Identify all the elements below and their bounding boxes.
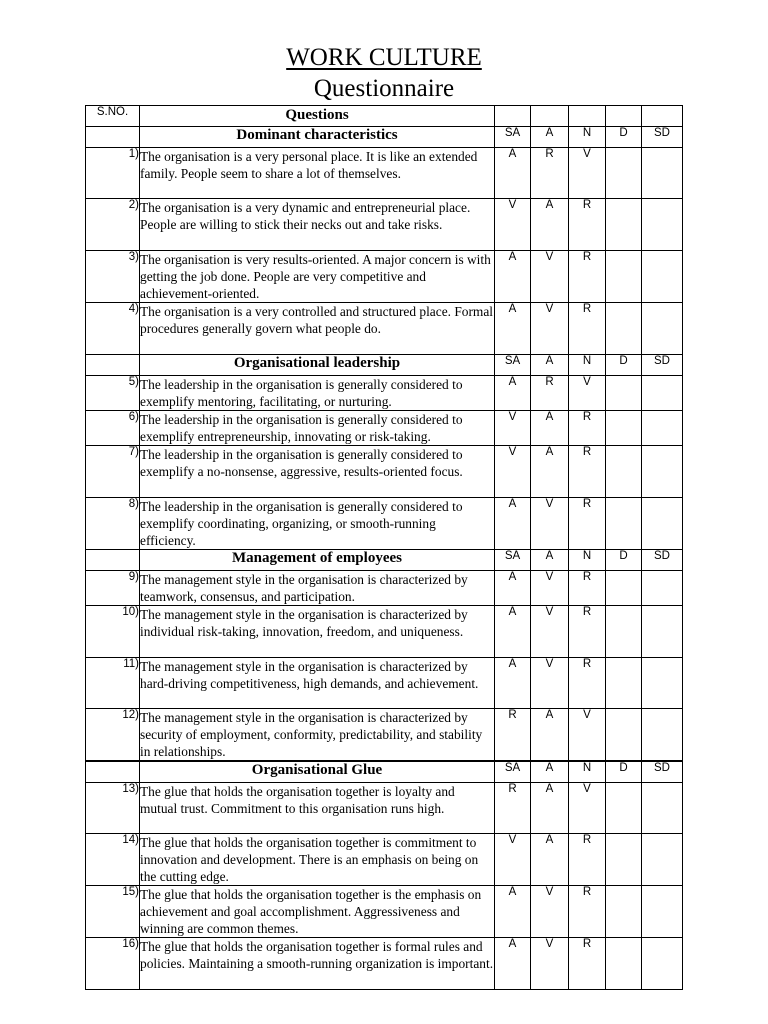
response-cell-a[interactable]: V [531,251,569,303]
question-text: The management style in the organisation is characterized by teamwork, consensus, and participation. [140,571,495,606]
response-cell-sd[interactable] [642,376,683,411]
response-cell-d[interactable] [606,885,642,937]
response-cell-d[interactable] [606,606,642,658]
response-cell-sa[interactable]: V [495,446,531,498]
section-title: Organisational leadership [140,355,495,376]
response-cell-a[interactable]: A [531,199,569,251]
scale-header-sa: SA [495,761,531,782]
questionnaire-table [85,105,683,990]
section-sno-blank [86,550,140,571]
response-cell-sa[interactable]: V [495,833,531,885]
section-sno-blank [86,761,140,782]
question-row [86,148,683,199]
response-cell-sa[interactable]: A [495,937,531,989]
response-cell-d[interactable] [606,303,642,355]
questions-header: Questions [140,106,495,127]
response-cell-n[interactable]: R [569,498,606,550]
response-cell-sa[interactable]: A [495,376,531,411]
response-cell-a[interactable]: V [531,937,569,989]
response-cell-d[interactable] [606,148,642,199]
question-row [86,606,683,658]
section-title: Organisational Glue [140,761,495,782]
question-text: The management style in the organisation is characterized by security of employment, conformity, predictability, and stability in relationships. [140,709,495,762]
response-cell-a[interactable]: V [531,571,569,606]
response-cell-sd[interactable] [642,199,683,251]
response-cell-n[interactable]: R [569,446,606,498]
section-header-row [86,761,683,782]
header-row [86,106,683,127]
header-blank [606,106,642,127]
scale-header-sa: SA [495,355,531,376]
scale-header-sa: SA [495,127,531,148]
section-header-row [86,355,683,376]
response-cell-a[interactable]: V [531,303,569,355]
response-cell-sd[interactable] [642,885,683,937]
question-text: The organisation is a very controlled and structured place. Formal procedures generally govern what people do. [140,303,495,355]
section-sno-blank [86,355,140,376]
response-cell-d[interactable] [606,376,642,411]
question-number: 3) [86,251,140,303]
scale-header-sd: SD [642,355,683,376]
question-row [86,937,683,989]
scale-header-n: N [569,550,606,571]
scale-header-d: D [606,355,642,376]
scale-header-d: D [606,550,642,571]
response-cell-sa[interactable]: R [495,709,531,762]
question-text: The leadership in the organisation is generally considered to exemplify mentoring, facilitating, or nurturing. [140,376,495,411]
question-text: The leadership in the organisation is generally considered to exemplify coordinating, organizing, or smooth-running efficiency. [140,498,495,550]
question-text: The glue that holds the organisation together is loyalty and mutual trust. Commitment to this organisation runs high. [140,782,495,833]
document-subtitle: Questionnaire [313,75,455,102]
question-text: The leadership in the organisation is generally considered to exemplify entrepreneurship, innovating or risk-taking. [140,411,495,446]
response-cell-sd[interactable] [642,833,683,885]
response-cell-a[interactable]: A [531,833,569,885]
response-cell-n[interactable]: V [569,376,606,411]
response-cell-sa[interactable]: A [495,303,531,355]
header-blank [642,106,683,127]
scale-header-sd: SD [642,550,683,571]
response-cell-n[interactable]: R [569,251,606,303]
scale-header-n: N [569,355,606,376]
scale-header-a: A [531,355,569,376]
question-row [86,199,683,251]
question-row [86,446,683,498]
question-text: The glue that holds the organisation together is formal rules and policies. Maintaining a smooth-running organization is important. [140,937,495,989]
response-cell-d[interactable] [606,251,642,303]
response-cell-n[interactable]: R [569,833,606,885]
question-number: 5) [86,376,140,411]
scale-header-sd: SD [642,761,683,782]
response-cell-sd[interactable] [642,606,683,658]
response-cell-a[interactable]: V [531,498,569,550]
response-cell-d[interactable] [606,199,642,251]
question-row [86,303,683,355]
section-header-row [86,127,683,148]
question-number: 11) [86,658,140,709]
question-number: 15) [86,885,140,937]
response-cell-sa[interactable]: V [495,411,531,446]
question-number: 1) [86,148,140,199]
header-blank [531,106,569,127]
response-cell-a[interactable]: A [531,782,569,833]
response-cell-n[interactable]: V [569,782,606,833]
question-number: 9) [86,571,140,606]
response-cell-a[interactable]: V [531,606,569,658]
question-row [86,411,683,446]
question-number: 16) [86,937,140,989]
response-cell-sa[interactable]: V [495,199,531,251]
question-number: 12) [86,709,140,762]
response-cell-a[interactable]: A [531,411,569,446]
question-number: 8) [86,498,140,550]
response-cell-n[interactable]: R [569,658,606,709]
response-cell-d[interactable] [606,446,642,498]
question-row [86,571,683,606]
response-cell-n[interactable]: R [569,937,606,989]
section-sno-blank [86,127,140,148]
response-cell-n[interactable]: R [569,571,606,606]
question-text: The organisation is a very personal place. It is like an extended family. People seem to share a lot of themselves. [140,148,495,199]
question-text: The leadership in the organisation is generally considered to exemplify a no-nonsense, aggressive, results-oriented focus. [140,446,495,498]
response-cell-d[interactable] [606,782,642,833]
question-row [86,885,683,937]
response-cell-n[interactable]: R [569,303,606,355]
response-cell-d[interactable] [606,833,642,885]
response-cell-d[interactable] [606,498,642,550]
response-cell-sd[interactable] [642,658,683,709]
question-text: The organisation is a very dynamic and entrepreneurial place. People are willing to stick their necks out and take risks. [140,199,495,251]
scale-header-sd: SD [642,127,683,148]
scale-header-d: D [606,127,642,148]
response-cell-n[interactable]: R [569,199,606,251]
question-row [86,498,683,550]
question-row [86,658,683,709]
question-text: The management style in the organisation is characterized by individual risk-taking, innovation, freedom, and uniqueness. [140,606,495,658]
response-cell-sd[interactable] [642,303,683,355]
question-number: 2) [86,199,140,251]
response-cell-a[interactable]: A [531,709,569,762]
response-cell-sd[interactable] [642,709,683,762]
header-blank [495,106,531,127]
response-cell-sa[interactable]: A [495,606,531,658]
response-cell-d[interactable] [606,937,642,989]
response-cell-sd[interactable] [642,446,683,498]
scale-header-a: A [531,550,569,571]
response-cell-sd[interactable] [642,498,683,550]
response-cell-n[interactable]: R [569,885,606,937]
question-text: The organisation is very results-oriented. A major concern is with getting the job done. People are very competitive and achievement-oriented. [140,251,495,303]
sno-header: S.NO. [86,106,140,127]
header-blank [569,106,606,127]
response-cell-sd[interactable] [642,251,683,303]
scale-header-a: A [531,127,569,148]
question-row [86,251,683,303]
response-cell-n[interactable]: V [569,148,606,199]
question-row [86,709,683,762]
response-cell-sd[interactable] [642,937,683,989]
section-title: Management of employees [140,550,495,571]
scale-header-n: N [569,127,606,148]
response-cell-sd[interactable] [642,571,683,606]
response-cell-sd[interactable] [642,411,683,446]
scale-header-a: A [531,761,569,782]
response-cell-d[interactable] [606,709,642,762]
response-cell-sa[interactable]: R [495,782,531,833]
question-text: The management style in the organisation is characterized by hard-driving competitiveness, high demands, and achievement. [140,658,495,709]
response-cell-a[interactable]: V [531,885,569,937]
question-number: 6) [86,411,140,446]
scale-header-sa: SA [495,550,531,571]
question-text: The glue that holds the organisation together is commitment to innovation and development. There is an emphasis on being on the cutting edge. [140,833,495,885]
question-text: The glue that holds the organisation together is the emphasis on achievement and goal accomplishment. Aggressiveness and winning are common themes. [140,885,495,937]
response-cell-sa[interactable]: A [495,498,531,550]
response-cell-a[interactable]: A [531,446,569,498]
question-number: 14) [86,833,140,885]
response-cell-sa[interactable]: A [495,571,531,606]
question-row [86,833,683,885]
response-cell-n[interactable]: V [569,709,606,762]
response-cell-d[interactable] [606,571,642,606]
question-number: 13) [86,782,140,833]
question-row [86,376,683,411]
response-cell-n[interactable]: R [569,411,606,446]
question-row [86,782,683,833]
response-cell-a[interactable]: V [531,658,569,709]
response-cell-d[interactable] [606,658,642,709]
question-number: 10) [86,606,140,658]
question-number: 4) [86,303,140,355]
response-cell-sa[interactable]: A [495,148,531,199]
response-cell-a[interactable]: R [531,148,569,199]
response-cell-sd[interactable] [642,148,683,199]
section-header-row [86,550,683,571]
question-number: 7) [86,446,140,498]
response-cell-a[interactable]: R [531,376,569,411]
response-cell-sa[interactable]: A [495,251,531,303]
response-cell-d[interactable] [606,411,642,446]
response-cell-n[interactable]: R [569,606,606,658]
section-title: Dominant characteristics [140,127,495,148]
document-title: WORK CULTURE [286,44,482,71]
response-cell-sd[interactable] [642,782,683,833]
response-cell-sa[interactable]: A [495,658,531,709]
scale-header-n: N [569,761,606,782]
scale-header-d: D [606,761,642,782]
response-cell-sa[interactable]: A [495,885,531,937]
